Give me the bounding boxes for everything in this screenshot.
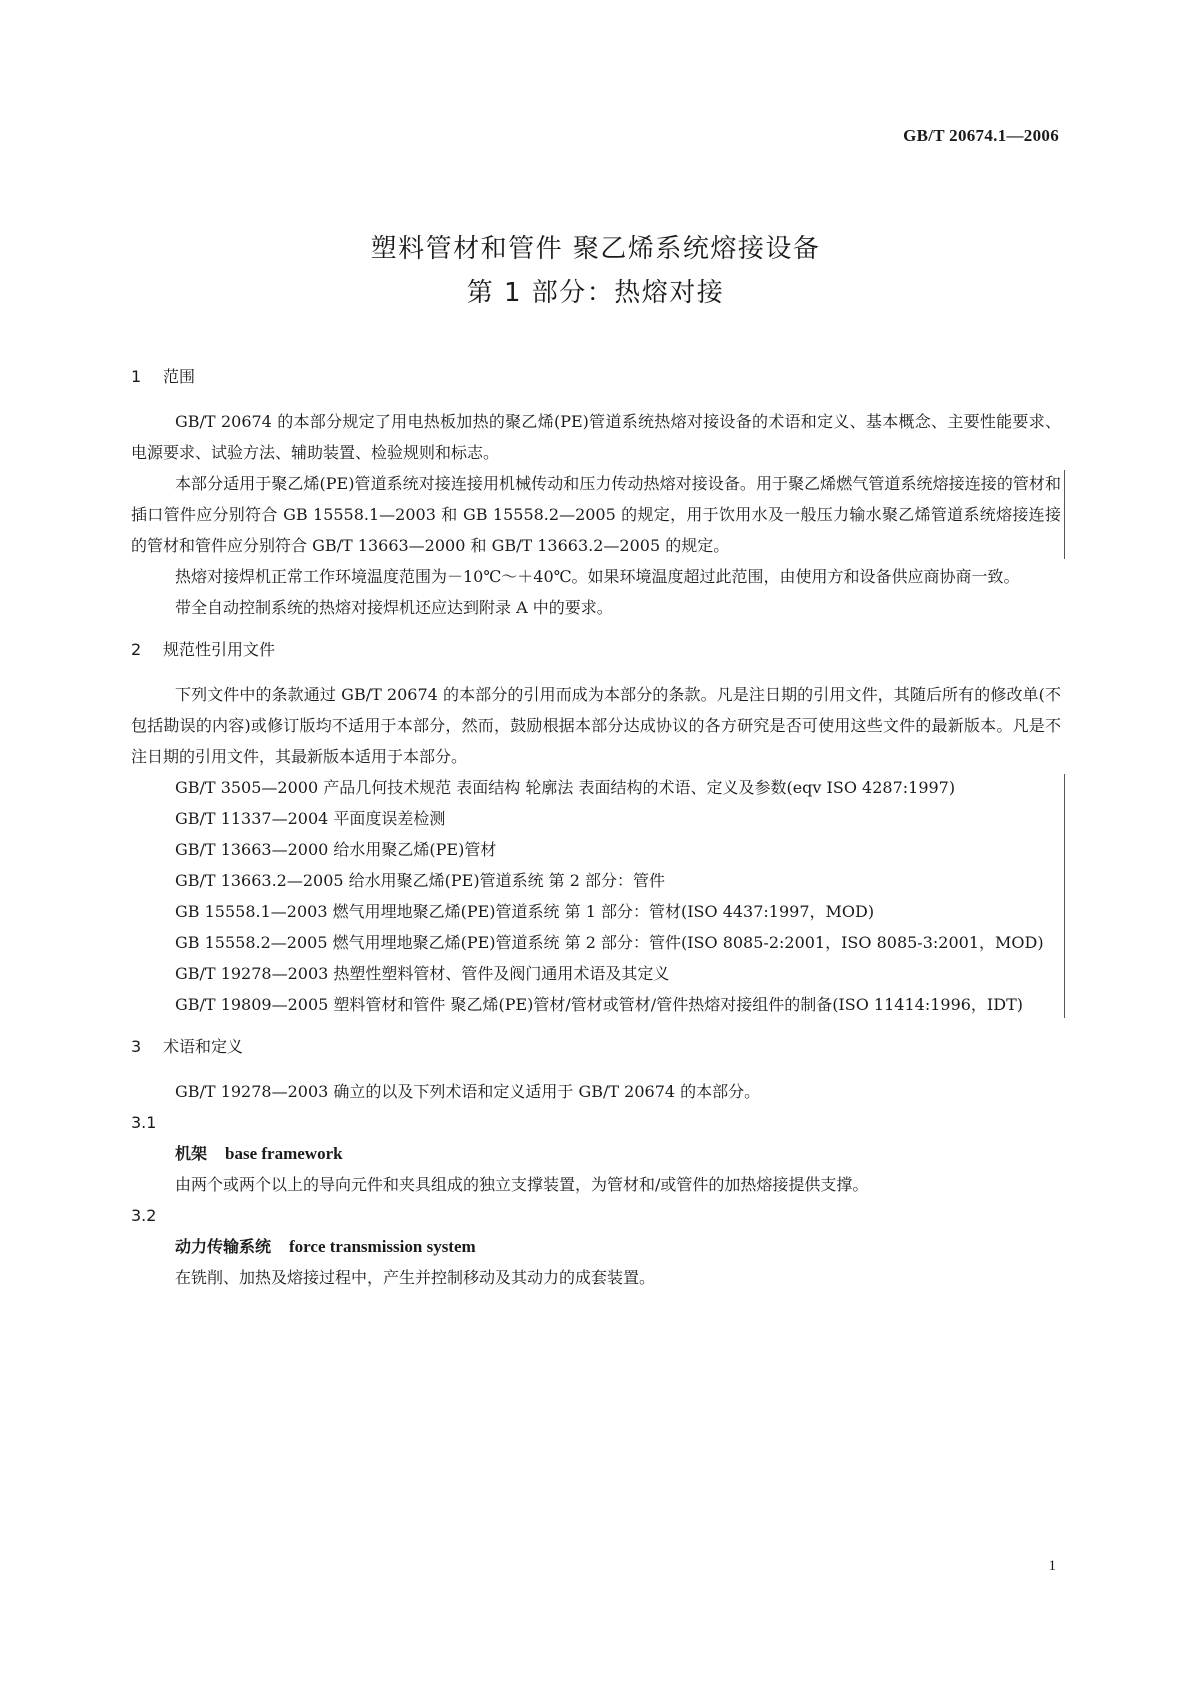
- reference-item: GB/T 19278—2003 热塑性塑料管材、管件及阀门通用术语及其定义: [175, 964, 670, 983]
- section-title: 范围: [163, 367, 196, 386]
- term-zh: 机架: [175, 1144, 208, 1163]
- section-number: 3: [131, 1037, 142, 1056]
- section-number: 1: [131, 367, 142, 386]
- reference-list: [131, 772, 1061, 1020]
- term-heading: [131, 1231, 1061, 1262]
- term-number: 3.1: [131, 1113, 157, 1132]
- paragraph: GB/T 20674 的本部分规定了用电热板加热的聚乙烯(PE)管道系统热熔对接设备的术语和定义、基本概念、主要性能要求、电源要求、试验方法、辅助装置、检验规则和标志。: [131, 412, 1061, 462]
- reference-item: GB/T 13663.2—2005 给水用聚乙烯(PE)管道系统 第 2 部分：管件: [175, 871, 666, 890]
- section-3-heading: [131, 1032, 1061, 1062]
- page-number: 1: [1048, 1558, 1056, 1574]
- document-body: [131, 362, 1061, 1293]
- title-line-2: 第 1 部分：热熔对接: [466, 278, 725, 308]
- reference-item: GB/T 3505—2000 产品几何技术规范 表面结构 轮廓法 表面结构的术语、定义及参数(eqv ISO 4287:1997): [175, 778, 956, 797]
- reference-item: GB/T 11337—2004 平面度误差检测: [175, 809, 446, 828]
- section-title: 规范性引用文件: [163, 640, 276, 659]
- paragraph: GB/T 19278—2003 确立的以及下列术语和定义适用于 GB/T 20674 的本部分。: [175, 1082, 761, 1101]
- term-definition: 在铣削、加热及熔接过程中，产生并控制移动及其动力的成套装置。: [175, 1268, 656, 1287]
- term-zh: 动力传输系统: [175, 1237, 272, 1256]
- paragraph: 本部分适用于聚乙烯(PE)管道系统对接连接用机械传动和压力传动热熔对接设备。用于聚乙烯燃气管道系统熔接连接的管材和插口管件应分别符合 GB 15558.1—2003 和 GB 15558.2—2005 的规定，用于饮用水及一般压力输水聚乙烯管道系统熔接连接的管材和管件应分别符合 GB/T 13663—2000 和 GB/T 13663.2—2005 的规定。: [131, 468, 1061, 561]
- section-2-heading: [131, 635, 1061, 665]
- section-number: 2: [131, 640, 142, 659]
- paragraph: 下列文件中的条款通过 GB/T 20674 的本部分的引用而成为本部分的条款。凡是注日期的引用文件，其随后所有的修改单(不包括勘误的内容)或修订版均不适用于本部分，然而，鼓励根据本部分达成协议的各方研究是否可使用这些文件的最新版本。凡是不注日期的引用文件，其最新版本适用于本部分。: [131, 685, 1061, 766]
- term-heading: [131, 1138, 1061, 1169]
- section-1-heading: [131, 362, 1061, 392]
- reference-item: GB/T 13663—2000 给水用聚乙烯(PE)管材: [175, 840, 497, 859]
- paragraph: 热熔对接焊机正常工作环境温度范围为－10℃～＋40℃。如果环境温度超过此范围，由使用方和设备供应商协商一致。: [175, 567, 1020, 586]
- standard-id: GB/T 20674.1—2006: [903, 126, 1059, 145]
- term-en: force transmission system: [289, 1237, 476, 1256]
- paragraph: 带全自动控制系统的热熔对接焊机还应达到附录 A 中的要求。: [175, 598, 613, 617]
- reference-item: GB 15558.1—2003 燃气用埋地聚乙烯(PE)管道系统 第 1 部分：管材(ISO 4437:1997，MOD): [175, 902, 875, 921]
- term-number: 3.2: [131, 1206, 157, 1225]
- title-line-1: 塑料管材和管件 聚乙烯系统熔接设备: [370, 234, 821, 264]
- term-en: base framework: [225, 1144, 343, 1163]
- reference-item: GB 15558.2—2005 燃气用埋地聚乙烯(PE)管道系统 第 2 部分：管件(ISO 8085-2:2001，ISO 8085-3:2001，MOD): [175, 933, 1044, 952]
- reference-item: GB/T 19809—2005 塑料管材和管件 聚乙烯(PE)管材/管材或管材/管件热熔对接组件的制备(ISO 11414:1996，IDT): [175, 995, 1023, 1014]
- term-definition: 由两个或两个以上的导向元件和夹具组成的独立支撑装置，为管材和/或管件的加热熔接提供支撑。: [175, 1175, 869, 1194]
- section-title: 术语和定义: [163, 1037, 244, 1056]
